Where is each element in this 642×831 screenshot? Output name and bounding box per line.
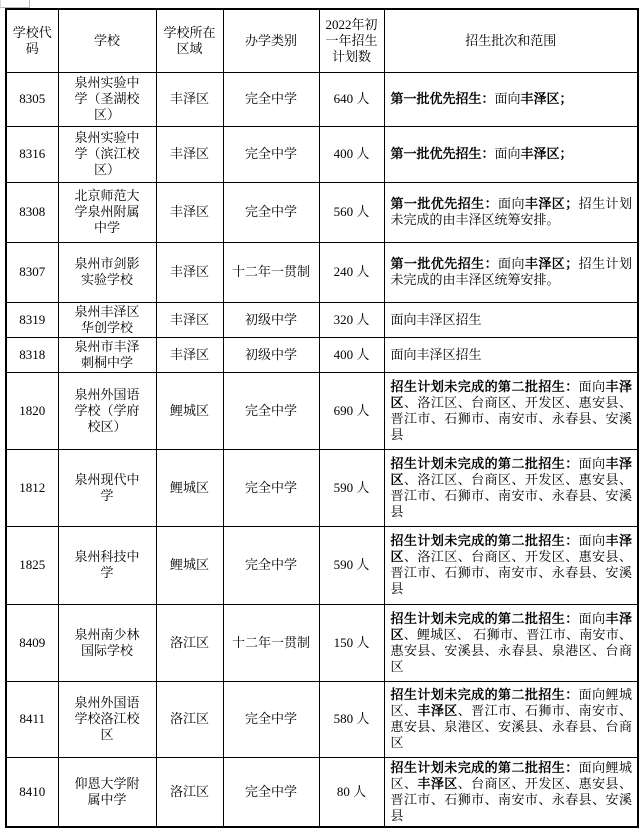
table-row — [6, 242, 638, 302]
cell-plan-2022: 690 人 — [319, 372, 384, 449]
cell-category: 完全中学 — [223, 449, 319, 526]
cell-school-code: 8411 — [6, 681, 58, 757]
cell-school-code: 8316 — [6, 126, 58, 182]
cell-school-name: 泉州丰泽区华创学校 — [58, 302, 156, 337]
batch-scope-bold-text: 丰泽区 — [417, 703, 458, 718]
batch-scope-bold-text: 第一批优先招生： — [390, 91, 495, 106]
cell-batch-scope — [384, 242, 638, 302]
batch-scope-bold-text: 丰泽区 — [390, 533, 632, 564]
cell-school-name: 泉州实验中学（滨江校区） — [58, 126, 156, 182]
batch-scope-text: 面向 — [578, 533, 606, 548]
cell-plan-2022: 580 人 — [319, 681, 384, 757]
cell-batch-scope — [384, 302, 638, 337]
batch-scope-text: 、洛江区、台商区、开发区、惠安县、晋江市、石狮市、南安市、永春县、安溪县 — [390, 549, 632, 596]
cell-district: 洛江区 — [156, 681, 223, 757]
cell-category: 完全中学 — [223, 526, 319, 604]
cell-school-name: 泉州市丰泽刺桐中学 — [58, 337, 156, 372]
batch-scope-bold-text: 第一批优先招生： — [390, 256, 499, 271]
header-row — [6, 9, 638, 72]
batch-scope-bold-text: 丰泽区； — [520, 146, 573, 161]
cell-plan-2022: 80 人 — [319, 757, 384, 827]
batch-scope-bold-text: 丰泽区 — [390, 455, 632, 487]
table-row — [6, 182, 638, 242]
table-row — [6, 604, 638, 681]
cell-plan-2022: 560 人 — [319, 182, 384, 242]
corner-artifact — [0, 0, 30, 8]
cell-category: 初级中学 — [223, 337, 319, 372]
cell-batch-scope — [384, 72, 638, 126]
cell-batch-scope — [384, 449, 638, 526]
table-row — [6, 681, 638, 757]
cell-district: 丰泽区 — [156, 126, 223, 182]
batch-scope-bold-text: 丰泽区 — [417, 775, 458, 791]
batch-scope-text: 面向 — [578, 610, 606, 626]
cell-category: 初级中学 — [223, 302, 319, 337]
batch-scope-bold-text: 招生计划未完成的第二批招生： — [390, 378, 579, 394]
batch-scope-bold-text: 丰泽区； — [524, 196, 579, 211]
cell-district: 丰泽区 — [156, 337, 223, 372]
table-row — [6, 302, 638, 337]
batch-scope-bold-text: 第一批优先招生： — [390, 196, 499, 211]
cell-batch-scope — [384, 372, 638, 449]
batch-scope-text: 、台商区、开发区、惠安县、晋江市、石狮市、南安市、永春县、安溪县 — [390, 775, 632, 823]
header-district: 学校所在区域 — [156, 9, 223, 72]
cell-district: 鲤城区 — [156, 526, 223, 604]
batch-scope-text: 、洛江区、台商区、开发区、惠安县、晋江市、石狮市、南安市、永春县、安溪县 — [390, 471, 632, 519]
batch-scope-text: 、鲤城区、 石狮市、晋江市、南安市、惠安县、安溪县、永春县、泉港区、台商区 — [390, 626, 632, 674]
cell-school-name: 泉州外国语学校（学府校区） — [58, 372, 156, 449]
table-row — [6, 526, 638, 604]
table-row — [6, 757, 638, 827]
cell-school-code: 8318 — [6, 337, 58, 372]
cell-batch-scope — [384, 526, 638, 604]
table-row — [6, 126, 638, 182]
cell-district: 丰泽区 — [156, 302, 223, 337]
cell-batch-scope — [384, 604, 638, 681]
cell-category: 完全中学 — [223, 372, 319, 449]
cell-batch-scope — [384, 182, 638, 242]
batch-scope-text: 面向 — [494, 146, 521, 161]
batch-scope-text: 面向 — [578, 455, 606, 471]
header-plan-2022: 2022年初一年招生计划数 — [319, 9, 384, 72]
batch-scope-bold-text: 丰泽区 — [390, 378, 632, 410]
cell-category: 完全中学 — [223, 182, 319, 242]
cell-school-code: 8307 — [6, 242, 58, 302]
header-category: 办学类别 — [223, 9, 319, 72]
cell-school-code: 8305 — [6, 72, 58, 126]
cell-plan-2022: 400 人 — [319, 337, 384, 372]
cell-district: 丰泽区 — [156, 182, 223, 242]
batch-scope-bold-text: 丰泽区； — [524, 256, 579, 271]
batch-scope-bold-text: 招生计划未完成的第二批招生： — [390, 455, 579, 471]
table-body — [6, 72, 638, 827]
cell-school-code: 8409 — [6, 604, 58, 681]
cell-school-name: 泉州实验中学（圣湖校区） — [58, 72, 156, 126]
cell-category: 完全中学 — [223, 72, 319, 126]
cell-plan-2022: 640 人 — [319, 72, 384, 126]
cell-school-code: 1812 — [6, 449, 58, 526]
batch-scope-bold-text: 招生计划未完成的第二批招生： — [390, 610, 579, 626]
cell-school-name: 仰恩大学附属中学 — [58, 757, 156, 827]
cell-district: 洛江区 — [156, 757, 223, 827]
cell-category: 完全中学 — [223, 757, 319, 827]
batch-scope-text: 、洛江区、台商区、开发区、惠安县、晋江市、石狮市、南安市、永春县、安溪县 — [390, 394, 632, 442]
batch-scope-text: 面向鲤城区、 — [390, 759, 632, 791]
cell-plan-2022: 320 人 — [319, 302, 384, 337]
cell-school-code: 1820 — [6, 372, 58, 449]
cell-plan-2022: 400 人 — [319, 126, 384, 182]
header-batch-scope: 招生批次和范围 — [384, 9, 638, 72]
cell-category: 完全中学 — [223, 681, 319, 757]
cell-school-code: 8319 — [6, 302, 58, 337]
batch-scope-bold-text: 丰泽区 — [390, 610, 632, 642]
batch-scope-text: 、晋江市、石狮市、南安市、惠安县、泉港区、安溪县、永春县、台商区 — [390, 703, 632, 750]
cell-district: 丰泽区 — [156, 72, 223, 126]
batch-scope-bold-text: 第一批优先招生： — [390, 146, 495, 161]
cell-plan-2022: 240 人 — [319, 242, 384, 302]
admission-plan-table — [5, 8, 639, 828]
cell-school-name: 泉州南少林国际学校 — [58, 604, 156, 681]
cell-district: 洛江区 — [156, 604, 223, 681]
batch-scope-text: 招生计划未完成的由丰泽区统筹安排。 — [390, 256, 632, 287]
cell-school-name: 泉州科技中学 — [58, 526, 156, 604]
cell-batch-scope — [384, 126, 638, 182]
cell-batch-scope — [384, 681, 638, 757]
cell-school-name: 泉州市剑影实验学校 — [58, 242, 156, 302]
cell-category: 完全中学 — [223, 126, 319, 182]
cell-school-code: 8308 — [6, 182, 58, 242]
cell-district: 丰泽区 — [156, 242, 223, 302]
cell-plan-2022: 150 人 — [319, 604, 384, 681]
table-row — [6, 72, 638, 126]
cell-batch-scope — [384, 337, 638, 372]
batch-scope-text: 招生计划未完成的由丰泽区统筹安排。 — [390, 196, 632, 227]
header-school-code: 学校代码 — [6, 9, 58, 72]
cell-batch-scope — [384, 757, 638, 827]
batch-scope-text: 面向 — [578, 378, 606, 394]
header-school: 学校 — [58, 9, 156, 72]
batch-scope-bold-text: 丰泽区； — [520, 91, 573, 106]
cell-plan-2022: 590 人 — [319, 449, 384, 526]
batch-scope-text: 面向 — [498, 196, 525, 211]
cell-category: 十二年一贯制 — [223, 604, 319, 681]
batch-scope-text: 面向丰泽区招生 — [390, 311, 482, 327]
cell-school-name: 北京师范大学泉州附属中学 — [58, 182, 156, 242]
cell-district: 鲤城区 — [156, 449, 223, 526]
batch-scope-text: 面向丰泽区招生 — [390, 346, 482, 362]
batch-scope-text: 面向 — [494, 91, 521, 106]
table-row — [6, 372, 638, 449]
cell-school-name: 泉州外国语学校洛江校区 — [58, 681, 156, 757]
cell-plan-2022: 590 人 — [319, 526, 384, 604]
cell-school-code: 1825 — [6, 526, 58, 604]
table-row — [6, 449, 638, 526]
table-row — [6, 337, 638, 372]
batch-scope-bold-text: 招生计划未完成的第二批招生： — [390, 533, 579, 548]
cell-district: 鲤城区 — [156, 372, 223, 449]
cell-school-name: 泉州现代中学 — [58, 449, 156, 526]
batch-scope-text: 面向 — [498, 256, 525, 271]
cell-school-code: 8410 — [6, 757, 58, 827]
batch-scope-bold-text: 招生计划未完成的第二批招生： — [390, 687, 579, 702]
batch-scope-bold-text: 招生计划未完成的第二批招生： — [390, 759, 579, 775]
batch-scope-text: 面向鲤城区、 — [390, 687, 632, 718]
cell-category: 十二年一贯制 — [223, 242, 319, 302]
